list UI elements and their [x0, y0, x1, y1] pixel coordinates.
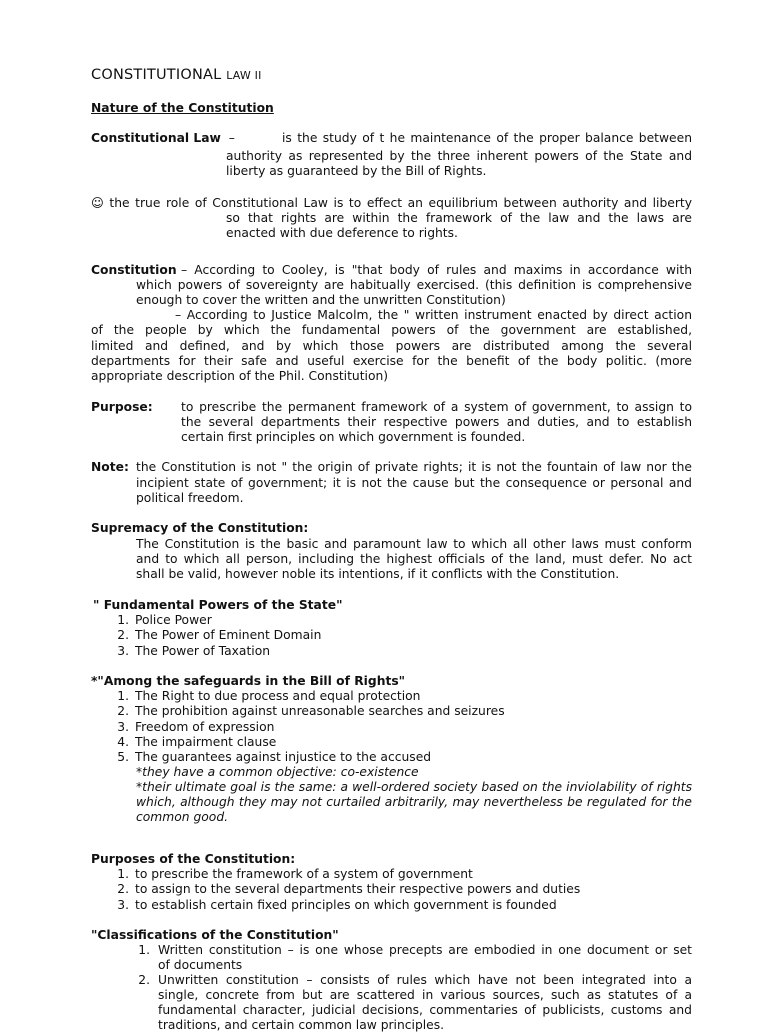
note-text-2: incipient state of government; it is not the cause but the consequence or personal and: [136, 476, 692, 490]
classification-1-text-b: of documents: [158, 958, 243, 972]
supremacy-text-1: The Constitution is the basic and paramount law to which all other laws must conform: [136, 537, 692, 551]
supremacy-text-2: and to which all person, including the highest officials of the land, must defer. No act: [136, 552, 692, 566]
const-law-line1: [91, 131, 692, 146]
nature-heading: Nature of the Constitution: [91, 101, 274, 115]
list-item: 3. The Power of Taxation: [117, 643, 271, 658]
list-item: 2. to assign to the several departments their respective powers and duties: [117, 882, 581, 897]
list-item: 3. to establish certain fixed principles on which government is founded: [117, 897, 557, 912]
constitution-term: Constitution: [91, 263, 177, 277]
purpose-text-1: to prescribe the permanent framework of a system of government, to assign to: [181, 400, 692, 414]
const-law-text-3: liberty as guaranteed by the Bill of Rights.: [226, 164, 487, 178]
list-item: 2. The prohibition against unreasonable searches and seizures: [117, 704, 505, 719]
classification-2-text-b: single, concrete from but are scattered in various sources, such as statutes of a: [158, 988, 692, 1002]
list-item: 1. The Right to due process and equal protection: [117, 689, 421, 703]
const-law-term: Constitutional Law: [91, 131, 221, 145]
classification-2-text-c: fundamental character, judicial decisions, commentaries of publicists, customs and: [158, 1003, 692, 1017]
safeguards-note-2a: *their ultimate goal is the same: a well-ordered society based on the inviolability of rights: [136, 780, 692, 794]
list-item: 2. The Power of Eminent Domain: [117, 628, 322, 643]
constitution-text-1: – According to Cooley, is "that body of rules and maxims in accordance with: [181, 263, 692, 277]
purposes-heading: Purposes of the Constitution:: [91, 852, 296, 866]
title-main: CONSTITUTIONAL: [91, 67, 222, 83]
purpose-term: Purpose:: [91, 400, 153, 414]
constitution-text-8: appropriate description of the Phil. Constitution): [91, 369, 389, 383]
safeguards-heading: *"Among the safeguards in the Bill of Rights": [91, 674, 406, 688]
document-title: [91, 68, 692, 83]
list-item: 1. Police Power: [117, 613, 212, 627]
fundamental-powers-heading: " Fundamental Powers of the State": [93, 598, 343, 612]
note-text-1: the Constitution is not " the origin of private rights; it is not the fountain of law nor the: [136, 460, 692, 474]
classification-2-text-a: Unwritten constitution – consists of rules which have not been integrated into a: [158, 973, 692, 987]
true-role-line2: so that rights are within the framework of the law and the laws are: [226, 211, 692, 225]
const-law-text-1: is the study of t he maintenance of the proper balance between: [282, 131, 692, 145]
note-term: Note:: [91, 460, 129, 474]
true-role-line3: enacted with due deference to rights.: [226, 226, 458, 240]
classification-item-2: 2. Unwritten constitution – consists of rules which have not been integrated into a: [138, 973, 692, 987]
list-item: 5. The guarantees against injustice to the accused: [117, 750, 432, 765]
purpose-text-2: the several departments their respective powers and duties, and to establish: [181, 415, 692, 429]
constitution-text-6: limited and defined, and by which those powers are distributed among the several: [91, 339, 692, 353]
classification-1-text-a: Written constitution – is one whose precepts are embodied in one document or set: [158, 943, 692, 957]
true-role-line1: ☺ the true role of Constitutional Law is to effect an equilibrium between authority and liberty: [91, 196, 692, 210]
constitution-text-4: – According to Justice Malcolm, the " written instrument enacted by direct action: [175, 308, 692, 322]
constitution-line1: [91, 263, 692, 278]
supremacy-heading: Supremacy of the Constitution:: [91, 521, 309, 535]
safeguards-list: [107, 689, 692, 765]
purpose-text-3: certain first principles on which government is founded.: [181, 430, 526, 444]
const-law-dash: –: [228, 131, 235, 145]
const-law-text-2: authority as represented by the three inherent powers of the State and: [226, 149, 692, 163]
safeguards-note-2c: common good.: [136, 810, 229, 824]
note-text-3: political freedom.: [136, 491, 244, 505]
safeguards-note-2b: which, although they may not curtailed arbitrarily, may nevertheless be regulated for the: [136, 795, 692, 809]
note-line1: [91, 460, 692, 475]
classification-item-1: 1. Written constitution – is one whose precepts are embodied in one document or set: [138, 943, 692, 957]
constitution-text-3: enough to cover the written and the unwritten Constitution): [136, 293, 506, 307]
classification-2-text-d: traditions, and certain common law principles.: [158, 1018, 445, 1032]
purpose-line1: [91, 400, 692, 415]
safeguards-note-1: *they have a common objective: co-existence: [136, 765, 419, 779]
classifications-heading: "Classifications of the Constitution": [91, 928, 339, 942]
constitution-text-5: of the people by which the fundamental powers of the government are established,: [91, 323, 692, 337]
purposes-list: [107, 867, 692, 913]
supremacy-text-3: shall be valid, however noble its intentions, if it conflicts with the Constitution.: [136, 567, 620, 581]
fundamental-powers-list: [107, 613, 692, 659]
list-item: 1. to prescribe the framework of a system of government: [117, 867, 473, 881]
constitution-text-2: which powers of sovereignty are habitually exercised. (this definition is comprehensive: [136, 278, 692, 292]
list-item: 3. Freedom of expression: [117, 719, 275, 734]
title-small: LAW II: [226, 69, 262, 82]
constitution-text-7: departments for their safe and useful exercise for the benefit of the body politic. (more: [91, 354, 692, 368]
list-item: 4. The impairment clause: [117, 734, 277, 749]
